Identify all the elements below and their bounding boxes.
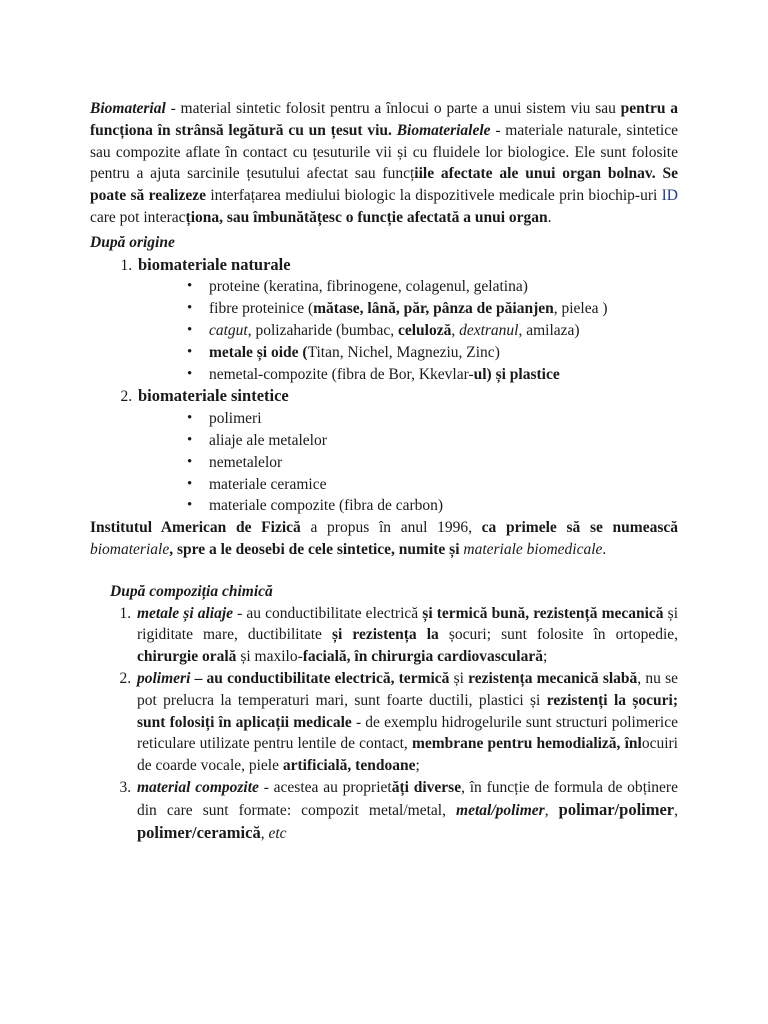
list-item: • materiale compozite (fibra de carbon) bbox=[187, 495, 678, 517]
list-item: • materiale ceramice bbox=[187, 474, 678, 496]
origin-list bbox=[90, 254, 678, 518]
composition-item-polymers: 2. polimeri – au conductibilitate electrică, termică și rezistența mecanică slabă, nu se pot prelucra la temperaturi mari, sunt foarte ductili, plastici și rezistenți la șocuri; sunt folosiți în aplicații medicale - de exemplu hidrogelurile sunt structuri polimerice reticulare utilizate pentru lentile de contact, membrane pentru hemodializă, înlocuiri de coarde vocale, piele artificială, tendoane; bbox=[135, 668, 678, 777]
intro-paragraph: Biomaterial - material sintetic folosit pentru a înlocui o parte a unui sistem viu sau pentru a funcționa în strânsă legătură cu un țesut viu. Biomaterialele - materiale naturale, sintetice sau compozite aflate în contact cu țesuturile vii și cu fluidele lor biologice. Ele sunt folosite pentru a ajuta sarcinile țesutului afectat sau funcțiile afectate ale unui organ bolnav. Se poate să realizeze interfațarea mediului biologic la dispozitivele medicale prin biochip-uri ID care pot interacționa, sau îmbunătățesc o funcție afectată a unui organ. bbox=[90, 100, 679, 226]
natural-title: biomateriale naturale bbox=[138, 254, 291, 274]
id-link[interactable]: ID bbox=[661, 187, 678, 205]
list-item: • polimeri bbox=[187, 408, 678, 430]
origin-heading: După origine bbox=[90, 233, 175, 251]
composition-list bbox=[90, 603, 678, 845]
natural-list bbox=[138, 276, 678, 385]
composition-item-composites: 3. material compozite - acestea au proprietăți diverse, în funcție de formula de obținere din care sunt formate: compozit metal/metal, metal/polimer, polimar/polimer, polimer/ceramică, etc bbox=[135, 777, 678, 844]
list-item: • fibre proteinice (mătase, lână, păr, pânza de păianjen, pielea ) bbox=[187, 298, 678, 320]
list-item: • catgut, polizaharide (bumbac, celuloză, dextranul, amilaza) bbox=[187, 320, 678, 342]
composition-heading: După compoziția chimică bbox=[110, 582, 273, 600]
document-body bbox=[90, 98, 678, 844]
list-item: • proteine (keratina, fibrinogene, colagenul, gelatina) bbox=[187, 276, 678, 298]
origin-natural bbox=[136, 254, 678, 386]
term-biomaterial: Biomaterial bbox=[90, 100, 166, 117]
composition-item-metals: 1. metale și aliaje - au conductibilitate electrică și termică bună, rezistență mecanică și rigiditate mare, ductibilitate și rezistența la șocuri; sunt folosite în ortopedie, chirurgie orală și maxilo-facială, în chirurgia cardiovasculară; bbox=[135, 603, 678, 668]
list-item: • nemetal-compozite (fibra de Bor, Kkevlar-ul) și plastice bbox=[187, 364, 678, 386]
list-item: • nemetalelor bbox=[187, 452, 678, 474]
list-item: • metale și oide (Titan, Nichel, Magneziu, Zinc) bbox=[187, 342, 678, 364]
spacer bbox=[90, 561, 678, 581]
institute-paragraph: Institutul American de Fizică a propus în anul 1996, ca primele să se numească biomateriale, spre a le deosebi de cele sintetice, numite și materiale biomedicale. bbox=[90, 519, 678, 558]
synthetic-title: biomateriale sintetice bbox=[138, 386, 289, 406]
term-biomaterialele: Biomaterialele bbox=[396, 121, 491, 139]
origin-synthetic bbox=[136, 385, 678, 517]
synthetic-list bbox=[138, 408, 678, 517]
list-item: • aliaje ale metalelor bbox=[187, 430, 678, 452]
